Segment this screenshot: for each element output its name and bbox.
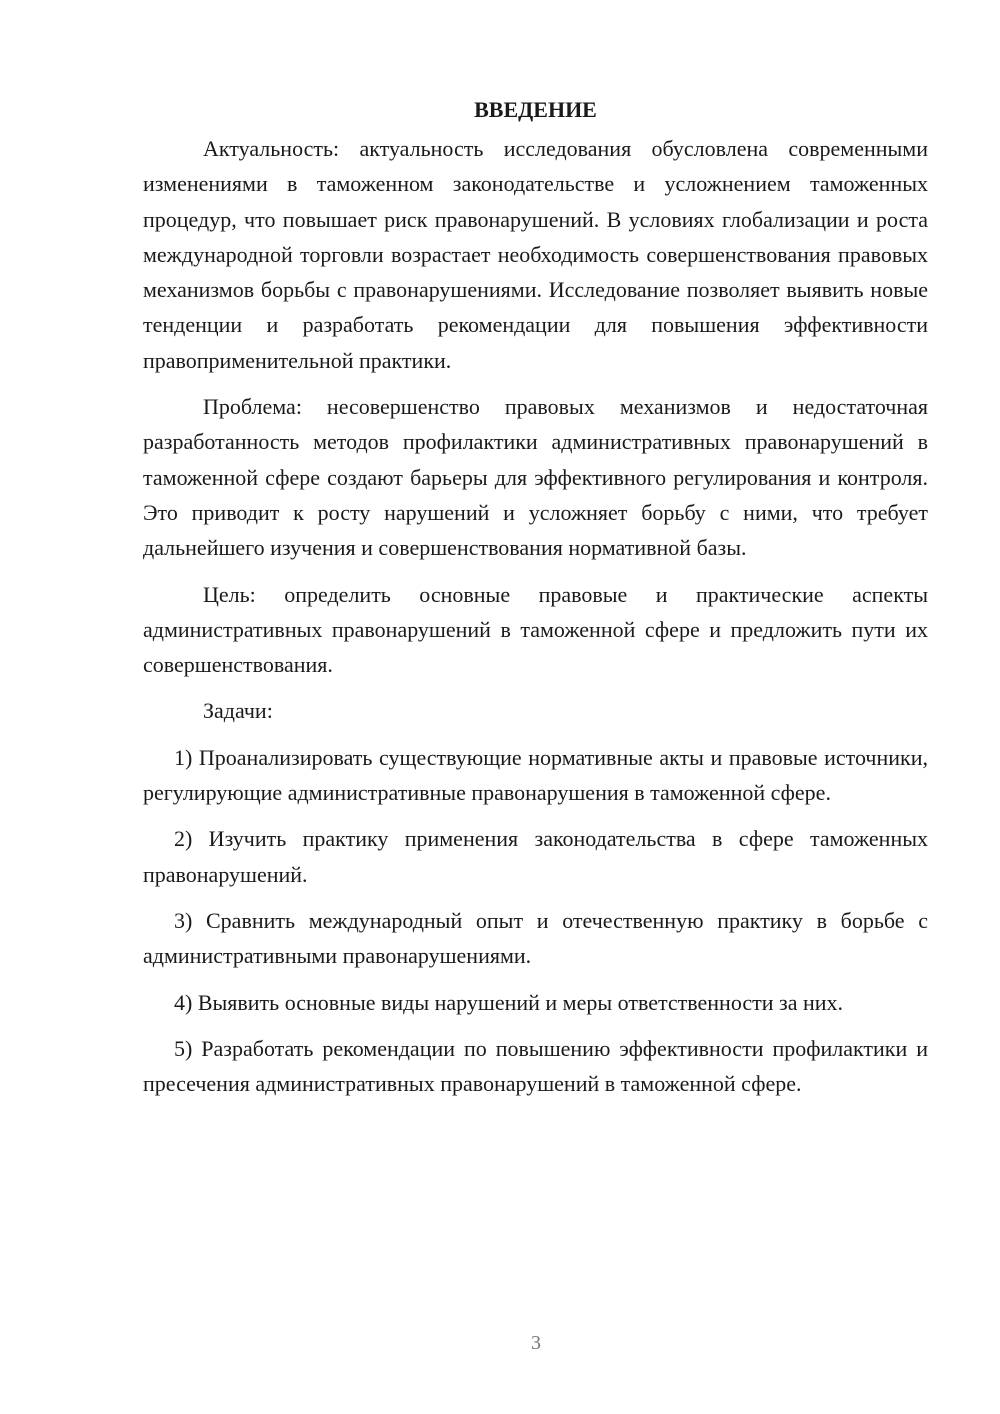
task-item-3: 3) Сравнить международный опыт и отечественную практику в борьбе с административными правонарушениями. (143, 907, 928, 969)
task-item-4: 4) Выявить основные виды нарушений и меры ответственности за них. (174, 989, 844, 1015)
paragraph-problem: Проблема: несовершенство правовых механизмов и недостаточная разработанность методов профилактики административных правонарушений в таможенной сфере создают барьеры для эффективного регулирования и контроля. Это приводит к росту нарушений и усложняет борьбу с ними, что требует дальнейшего изучения и совершенствования нормативной базы. (143, 394, 928, 561)
paragraph-goal: Цель: определить основные правовые и практические аспекты административных правонарушений в таможенной сфере и предложить пути их совершенствования. (143, 581, 928, 678)
task-item-1: 1) Проанализировать существующие нормативные акты и правовые источники, регулирующие административные правонарушения в таможенной сфере. (143, 744, 928, 806)
tasks-heading: Задачи: (203, 698, 273, 724)
paragraph-relevance: Актуальность: актуальность исследования обусловлена современными изменениями в таможенном законодательстве и усложнением таможенных процедур, что повышает риск правонарушений. В условиях глобализации и роста международной торговли возрастает необходимость совершенствования правовых механизмов борьбы с правонарушениями. Исследование позволяет выявить новые тенденции и разработать рекомендации для повышения эффективности правоприменительной практики. (143, 136, 928, 373)
task-item-5: 5) Разработать рекомендации по повышению эффективности профилактики и пресечения административных правонарушений в таможенной сфере. (143, 1035, 928, 1097)
task-item-2: 2) Изучить практику применения законодательства в сфере таможенных правонарушений. (143, 826, 928, 887)
page-number: 3 (531, 1332, 541, 1354)
page-title: ВВЕДЕНИЕ (474, 97, 597, 122)
document-page (143, 92, 928, 1112)
